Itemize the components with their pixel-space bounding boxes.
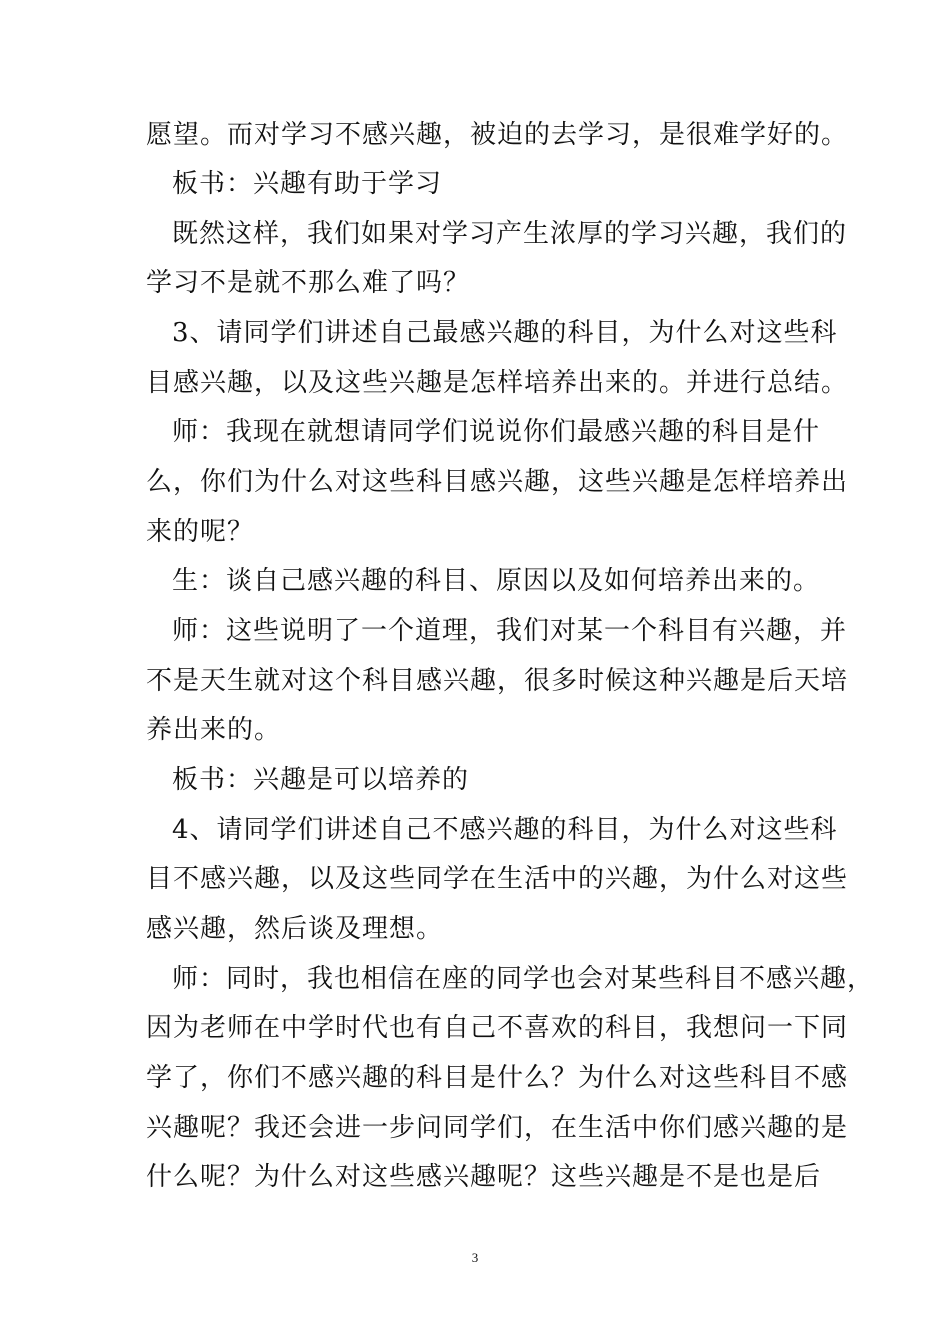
text-line: 不是天生就对这个科目感兴趣，很多时候这种兴趣是后天培 <box>146 666 849 696</box>
text-line: 4、请同学们讲述自己不感兴趣的科目，为什么对这些科 <box>172 815 838 845</box>
text-line: 什么呢？为什么对这些感兴趣呢？这些兴趣是不是也是后 <box>146 1162 822 1192</box>
text-line: 么，你们为什么对这些科目感兴趣，这些兴趣是怎样培养出 <box>146 467 849 497</box>
text-line: 板书：兴趣有助于学习 <box>172 169 443 199</box>
text-line: 感兴趣，然后谈及理想。 <box>146 914 444 944</box>
text-line: 师：这些说明了一个道理，我们对某一个科目有兴趣，并 <box>172 616 848 646</box>
text-line: 学了，你们不感兴趣的科目是什么？为什么对这些科目不感 <box>146 1063 849 1093</box>
text-line: 兴趣呢？我还会进一步问同学们，在生活中你们感兴趣的是 <box>146 1113 849 1143</box>
page-number: 3 <box>471 1250 479 1265</box>
text-line: 目感兴趣，以及这些兴趣是怎样培养出来的。并进行总结。 <box>146 368 849 398</box>
text-line: 来的呢？ <box>146 517 255 547</box>
text-line: 愿望。而对学习不感兴趣，被迫的去学习，是很难学好的。 <box>146 120 849 150</box>
text-line: 因为老师在中学时代也有自己不喜欢的科目，我想问一下同 <box>146 1013 849 1043</box>
text-line: 生：谈自己感兴趣的科目、原因以及如何培养出来的。 <box>172 566 821 596</box>
text-line: 学习不是就不那么难了吗？ <box>146 268 471 298</box>
text-line: 3、请同学们讲述自己最感兴趣的科目，为什么对这些科 <box>172 318 838 348</box>
text-line: 既然这样，我们如果对学习产生浓厚的学习兴趣，我们的 <box>172 219 848 249</box>
text-line: 板书：兴趣是可以培养的 <box>172 765 470 795</box>
text-line: 目不感兴趣，以及这些同学在生活中的兴趣，为什么对这些 <box>146 864 849 894</box>
text-line: 师：同时，我也相信在座的同学也会对某些科目不感兴趣， <box>172 964 875 994</box>
text-line: 养出来的。 <box>146 715 282 745</box>
text-line: 师：我现在就想请同学们说说你们最感兴趣的科目是什 <box>172 417 821 447</box>
